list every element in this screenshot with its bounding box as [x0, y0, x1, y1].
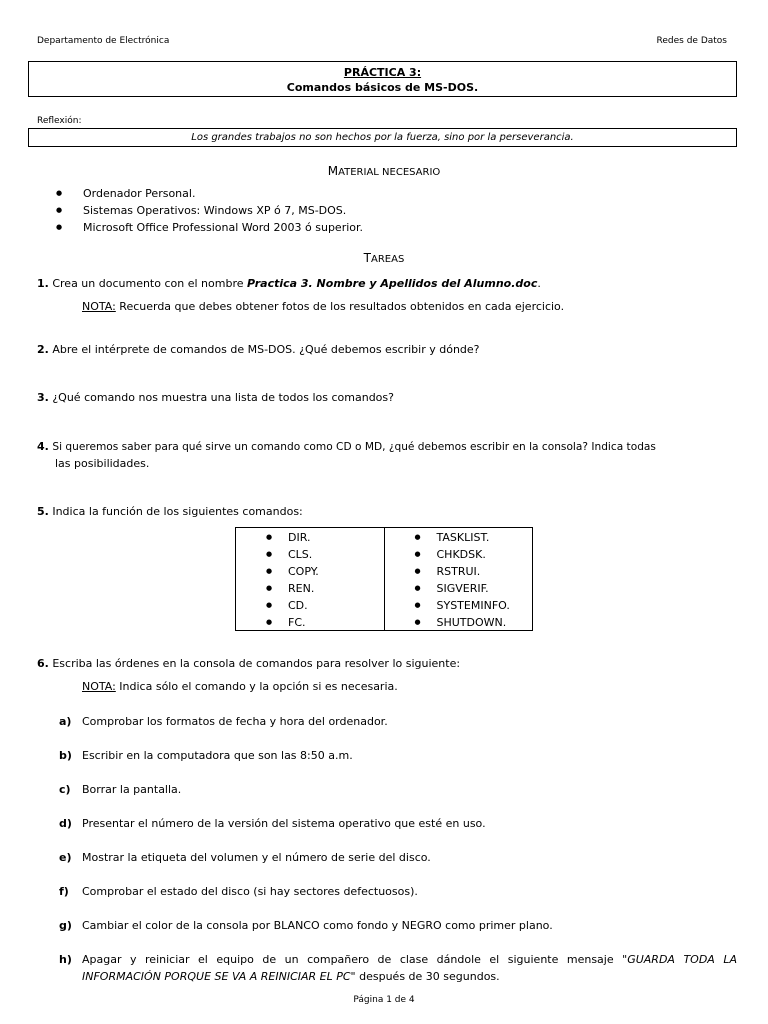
subtask-text: Borrar la pantalla. — [82, 783, 182, 796]
nota-text: Indica sólo el comando y la opción si es necesaria. — [115, 680, 398, 693]
subtask-f — [59, 883, 737, 900]
subtask-letter: d) — [59, 817, 72, 830]
task-4-line2: las posibilidades. — [55, 457, 150, 470]
tareas-title-cap: T — [363, 251, 372, 265]
subtask-c — [59, 781, 737, 798]
page-number: Página 1 de 4 — [353, 995, 415, 1005]
task-number: 4. — [37, 440, 49, 453]
subtask-h-suffix: después de 30 segundos. — [355, 970, 500, 983]
subtask-h — [59, 951, 737, 983]
subtask-letter: g) — [59, 919, 72, 932]
list-item: ● SHUTDOWN. — [385, 614, 533, 631]
title-box — [28, 61, 737, 97]
list-item: ● SYSTEMINFO. — [385, 597, 533, 614]
subtask-letter: b) — [59, 749, 72, 762]
header-department: Departamento de Electrónica — [37, 36, 170, 46]
subtask-h-text: Apagar y reiniciar el equipo de un compañero de clase dándole el siguiente mensaje — [82, 953, 623, 966]
commands-column-left — [236, 528, 385, 630]
subtask-d — [59, 815, 737, 832]
task-2-text: Abre el intérprete de comandos de MS-DOS. ¿Qué debemos escribir y dónde? — [52, 343, 480, 356]
material-list — [56, 185, 363, 236]
tareas-section-title — [0, 251, 768, 265]
task-3 — [37, 390, 737, 406]
task-1-filename: Practica 3. Nombre y Apellidos del Alumno.doc — [247, 277, 538, 290]
list-item: ● COPY. — [236, 563, 384, 580]
nota-text: Recuerda que debes obtener fotos de los resultados obtenidos en cada ejercicio. — [115, 300, 565, 313]
task-1 — [37, 276, 737, 292]
task-number: 6. — [37, 657, 49, 670]
task-4-text-line1: Si queremos saber para qué sirve un comando como CD o MD, ¿qué debemos escribir en la consola? Indica todas — [52, 441, 656, 453]
task-6-text: Escriba las órdenes en la consola de comandos para resolver lo siguiente: — [52, 657, 461, 670]
material-section-title — [0, 164, 768, 178]
task-number: 5. — [37, 505, 49, 518]
list-item: ● SIGVERIF. — [385, 580, 533, 597]
task-5-text: Indica la función de los siguientes comandos: — [52, 505, 303, 518]
task-6 — [37, 656, 737, 672]
subtask-letter: h) — [59, 953, 72, 966]
commands-table — [235, 527, 533, 631]
task-number: 1. — [37, 277, 49, 290]
subtask-text: Comprobar los formatos de fecha y hora del ordenador. — [82, 715, 388, 728]
subtask-letter: f) — [59, 885, 69, 898]
list-item: ● RSTRUI. — [385, 563, 533, 580]
subtask-a — [59, 713, 737, 730]
commands-column-right — [385, 528, 533, 630]
subtask-g — [59, 917, 737, 934]
task-1-period: . — [537, 277, 541, 290]
subtask-text: Escribir en la computadora que son las 8:50 a.m. — [82, 749, 353, 762]
subtask-letter: e) — [59, 851, 72, 864]
subtask-letter: c) — [59, 783, 71, 796]
list-item: ● REN. — [236, 580, 384, 597]
list-item: ● Sistemas Operativos: Windows XP ó 7, MS-DOS. — [56, 202, 363, 219]
list-item: ● CD. — [236, 597, 384, 614]
subtask-h-message: "GUARDA TODA LA INFORMACIÓN PORQUE SE VA A REINICIAR EL PC" — [82, 953, 737, 983]
subtask-text: Presentar el número de la versión del sistema operativo que esté en uso. — [82, 817, 486, 830]
header-subject: Redes de Datos — [656, 36, 727, 46]
task-1-nota — [82, 300, 564, 313]
material-title-cap: M — [327, 164, 339, 178]
task-6-nota — [82, 680, 398, 693]
reflection-quote: Los grandes trabajos no son hechos por la fuerza, sino por la perseverancia. — [28, 128, 737, 147]
task-5 — [37, 504, 737, 520]
subtask-text: Mostrar la etiqueta del volumen y el número de serie del disco. — [82, 851, 431, 864]
subtask-text — [82, 951, 737, 985]
reflection-label: Reflexión: — [37, 116, 82, 126]
task-4 — [37, 439, 737, 455]
task-number: 3. — [37, 391, 49, 404]
tareas-title-rest: AREAS — [371, 254, 405, 265]
list-item: ● FC. — [236, 614, 384, 631]
subtask-letter: a) — [59, 715, 72, 728]
task-number: 2. — [37, 343, 49, 356]
practice-number: PRÁCTICA 3: — [343, 66, 422, 79]
nota-label: NOTA: — [82, 300, 116, 313]
task-2 — [37, 342, 737, 358]
nota-label: NOTA: — [82, 680, 116, 693]
list-item: ● CHKDSK. — [385, 546, 533, 563]
list-item: ● DIR. — [236, 529, 384, 546]
list-item: ● TASKLIST. — [385, 529, 533, 546]
practice-title: Comandos básicos de MS-DOS. — [286, 81, 479, 94]
material-title-rest: ATERIAL NECESARIO — [338, 167, 441, 178]
task-1-text: Crea un documento con el nombre — [52, 277, 247, 290]
list-item: ● CLS. — [236, 546, 384, 563]
subtask-text: Cambiar el color de la consola por BLANCO como fondo y NEGRO como primer plano. — [82, 919, 553, 932]
list-item: ● Microsoft Office Professional Word 2003 ó superior. — [56, 219, 363, 236]
subtask-b — [59, 747, 737, 764]
list-item: ● Ordenador Personal. — [56, 185, 363, 202]
subtask-text: Comprobar el estado del disco (si hay sectores defectuosos). — [82, 885, 418, 898]
task-3-text: ¿Qué comando nos muestra una lista de todos los comandos? — [52, 391, 394, 404]
subtask-e — [59, 849, 737, 866]
